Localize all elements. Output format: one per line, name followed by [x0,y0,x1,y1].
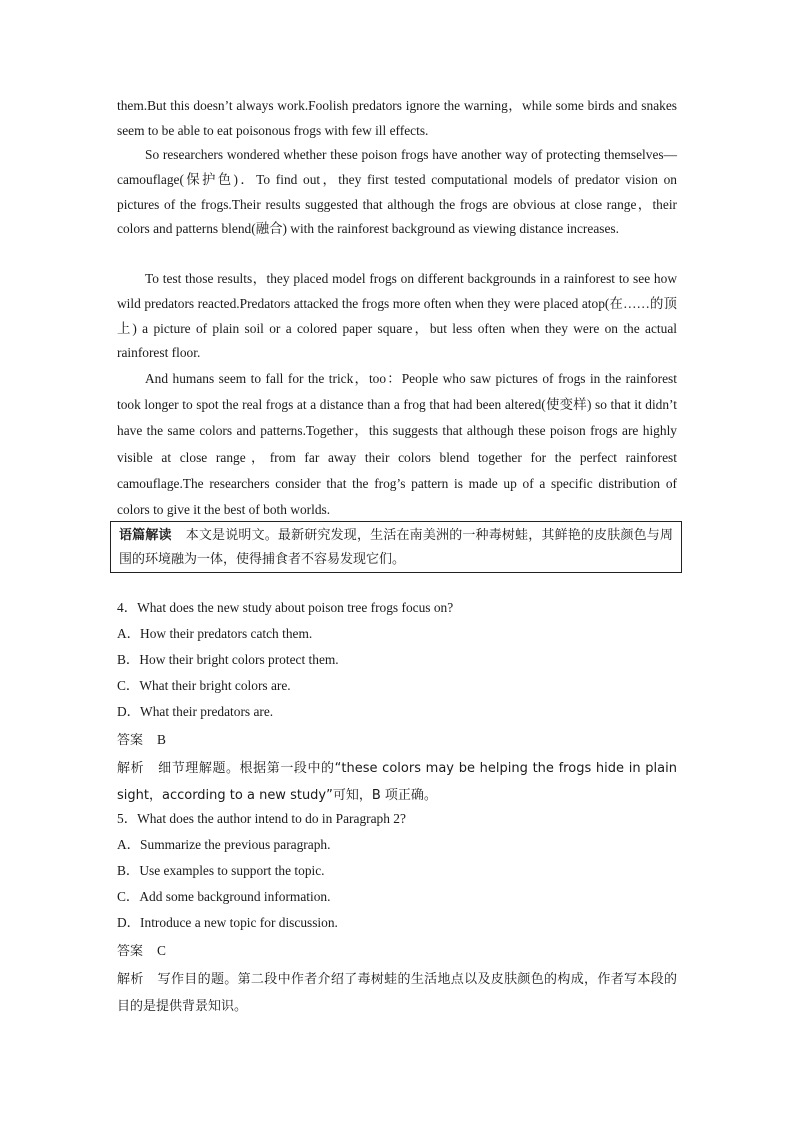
answer-label: 答案 [117,944,144,959]
passage-paragraph-4: And humans seem to fall for the trick，too：People who saw pictures of frogs in the rainforest took longer to spot the real frogs at a distance than a frog that had been altered(使变样) so that it didn’t have the same colors and patterns.Together，this suggests that although these poison frogs are highly visible at close range，from far away their colors blend together for the perfect rainforest camouflage.The researchers consider that the frog’s pattern is made up of a specific distribution of colors to give it the best of both worlds. [117,371,677,518]
analysis-text: 写作目的题。第二段中作者介绍了毒树蛙的生活地点以及皮肤颜色的构成，作者写本段的目的是提供背景知识。 [117,972,677,1014]
question-5-option-a: A．Summarize the previous paragraph. [117,837,331,852]
analysis-label: 解析 [117,761,145,776]
summary-box [110,521,682,573]
question-5-option-b: B．Use examples to support the topic. [117,863,325,878]
question-4-answer [117,730,682,751]
question-4-analysis [117,755,677,809]
summary-body: 本文是说明文。最新研究发现，生活在南美洲的一种毒树蛙，其鲜艳的皮肤颜色与周围的环境融为一体，使得捕食者不容易发现它们。 [119,528,673,567]
question-5-answer [117,941,682,962]
analysis-text: 细节理解题。根据第一段中的“these colors may be helping the frogs hide in plain sight，according to a new study”可知，B 项正确。 [117,761,677,803]
question-4-option-c: C．What their bright colors are. [117,678,291,693]
summary-text [119,524,673,572]
question-5-stem: 5．What does the author intend to do in Paragraph 2? [117,811,406,826]
question-4-option-a: A．How their predators catch them. [117,626,313,641]
passage-paragraph-1: them.But this doesn’t always work.Foolish predators ignore the warning，while some birds and snakes seem to be able to eat poisonous frogs with few ill effects. [117,98,677,138]
question-5-option-d: D．Introduce a new topic for discussion. [117,915,338,930]
question-4-option-b: B．How their bright colors protect them. [117,652,339,667]
question-5-analysis [117,966,677,1020]
answer-value: C [157,943,166,958]
question-4-option-d: D．What their predators are. [117,704,274,719]
question-4-stem: 4．What does the new study about poison tree frogs focus on? [117,600,454,615]
summary-label: 语篇解读 [119,528,172,543]
answer-label: 答案 [117,733,144,748]
question-5-option-c: C．Add some background information. [117,889,331,904]
analysis-label: 解析 [117,972,144,987]
passage-paragraph-2: So researchers wondered whether these poison frogs have another way of protecting themselves—camouflage(保护色)．To find out，they first tested computational models of predator vision on pictures of the frogs.Their results suggested that although the frogs are obvious at close range，their colors and patterns blend(融合) with the rainforest background as viewing distance increases. [117,147,677,237]
answer-value: B [157,732,166,747]
passage-paragraph-3: To test those results，they placed model frogs on different backgrounds in a rainforest to see how wild predators reacted.Predators attacked the frogs more often when they were placed atop(在……的顶上) a picture of plain soil or a colored paper square，but less often when they were on the actual rainforest floor. [117,271,677,361]
